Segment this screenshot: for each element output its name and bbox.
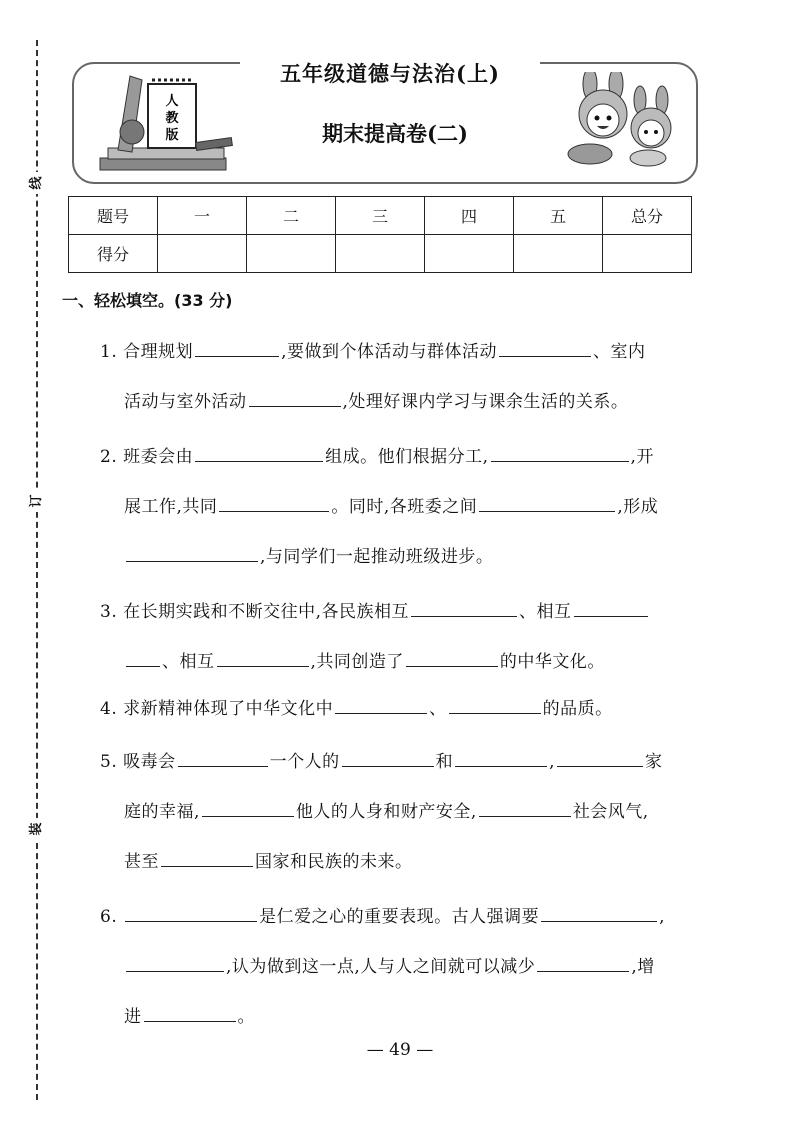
q5-number: 5.: [100, 752, 118, 772]
answer-blank[interactable]: [126, 560, 258, 562]
q3-text: 、相互: [162, 652, 215, 672]
q1-number: 1.: [100, 342, 118, 362]
q5-text: 吸毒会: [123, 752, 176, 772]
score-table: [68, 196, 692, 273]
page-title: 五年级道德与法治(上): [240, 58, 540, 88]
q6-text: 。: [237, 1007, 255, 1027]
answer-blank[interactable]: [202, 815, 294, 817]
q1-line-1: [100, 337, 646, 362]
q5-text: 社会风气,: [572, 802, 649, 822]
q2-number: 2.: [100, 447, 118, 467]
q6-line-2: [124, 952, 655, 977]
q2-text: 。同时,各班委之间: [331, 497, 478, 517]
binding-mark-zhuang: 装: [26, 818, 48, 840]
q3-number: 3.: [100, 602, 118, 622]
answer-blank[interactable]: [411, 615, 517, 617]
score-input-cell[interactable]: [514, 235, 603, 273]
answer-blank[interactable]: [195, 460, 323, 462]
answer-blank[interactable]: [144, 1020, 236, 1022]
q1-text: 、室内: [593, 342, 646, 362]
q5-text: 和: [435, 752, 454, 772]
q1-line-2: [124, 387, 628, 412]
q5-line-2: [124, 797, 649, 822]
q5-line-3: [124, 847, 413, 872]
q4-text: 的品质。: [542, 699, 613, 719]
q4-line-1: [100, 694, 613, 719]
q3-line-2: [124, 647, 605, 672]
score-header-cell: 总分: [603, 197, 692, 235]
answer-blank[interactable]: [125, 920, 257, 922]
badge-char-3: 版: [165, 128, 179, 143]
q2-text: ,形成: [617, 497, 659, 517]
q4-number: 4.: [100, 699, 118, 719]
answer-blank[interactable]: [557, 765, 643, 767]
q2-text: ,开: [630, 447, 654, 467]
answer-blank[interactable]: [541, 920, 657, 922]
binding-mark-xian: 线: [26, 172, 48, 194]
q5-text: 他人的人身和财产安全,: [295, 802, 477, 822]
q1-text: ,处理好课内学习与课余生活的关系。: [342, 392, 629, 412]
q6-text: ,: [659, 907, 666, 927]
q1-text: ,要做到个体活动与群体活动: [281, 342, 498, 362]
q6-text: 是仁爱之心的重要表现。古人强调要: [259, 907, 540, 927]
binding-mark-ding: 订: [26, 490, 48, 512]
answer-blank[interactable]: [342, 765, 434, 767]
answer-blank[interactable]: [335, 712, 427, 714]
answer-blank[interactable]: [449, 712, 541, 714]
q4-text: 、: [429, 699, 447, 719]
q5-text: ,: [549, 752, 556, 772]
answer-blank[interactable]: [491, 460, 629, 462]
answer-blank[interactable]: [574, 615, 648, 617]
answer-blank[interactable]: [479, 510, 615, 512]
q3-text: 、相互: [519, 602, 572, 622]
q2-line-1: [100, 442, 654, 467]
score-header-cell: 题号: [69, 197, 158, 235]
score-input-cell[interactable]: [603, 235, 692, 273]
answer-blank[interactable]: [178, 765, 268, 767]
q5-line-1: [100, 747, 663, 772]
q1-text: 活动与室外活动: [124, 392, 247, 412]
score-header-cell: 五: [514, 197, 603, 235]
answer-blank[interactable]: [499, 355, 591, 357]
score-input-cell[interactable]: [158, 235, 247, 273]
q2-line-2: [124, 492, 658, 517]
q3-text: 在长期实践和不断交往中,各民族相互: [123, 602, 410, 622]
answer-blank[interactable]: [406, 665, 498, 667]
q3-text: 的中华文化。: [499, 652, 605, 672]
answer-blank[interactable]: [249, 405, 341, 407]
q2-line-3: [124, 542, 493, 567]
q6-line-3: [124, 1002, 255, 1027]
score-header-cell: 四: [425, 197, 514, 235]
q6-text: ,增: [631, 957, 655, 977]
q2-text: 展工作,共同: [124, 497, 218, 517]
score-header-cell: 三: [336, 197, 425, 235]
q5-text: 庭的幸福,: [124, 802, 200, 822]
score-table-header-row: [69, 197, 692, 235]
q2-text: 班委会由: [123, 447, 194, 467]
score-input-cell[interactable]: [336, 235, 425, 273]
q2-text: ,与同学们一起推动班级进步。: [260, 547, 494, 567]
q5-text: 国家和民族的未来。: [255, 852, 413, 872]
binding-margin: [0, 0, 70, 1132]
answer-blank[interactable]: [161, 865, 253, 867]
q5-text: 一个人的: [269, 752, 340, 772]
q2-text: 组成。他们根据分工,: [325, 447, 489, 467]
page-subtitle: 期末提高卷(二): [322, 121, 468, 146]
score-input-cell[interactable]: [425, 235, 514, 273]
q5-text: 家: [645, 752, 663, 772]
q3-line-1: [100, 597, 650, 622]
badge-char-1: 人: [165, 94, 179, 109]
section-heading: 一、轻松填空。(33 分): [62, 291, 233, 310]
answer-blank[interactable]: [455, 765, 547, 767]
q6-line-1: [100, 902, 665, 927]
score-row-label: 得分: [69, 235, 158, 273]
score-header-cell: 二: [247, 197, 336, 235]
q6-text: ,认为做到这一点,人与人之间就可以减少: [226, 957, 536, 977]
score-header-cell: 一: [158, 197, 247, 235]
q6-number: 6.: [100, 907, 118, 927]
page-number: — 49 —: [366, 1040, 434, 1060]
answer-blank[interactable]: [537, 970, 629, 972]
answer-blank[interactable]: [219, 510, 329, 512]
score-table-score-row: [69, 235, 692, 273]
binding-dashed-line: [36, 40, 38, 1100]
q1-text: 合理规划: [123, 342, 194, 362]
q6-text: 进: [124, 1007, 142, 1027]
badge-char-2: 教: [165, 111, 179, 126]
q3-text: ,共同创造了: [310, 652, 404, 672]
cartoon-kids-illustration: [560, 72, 690, 172]
answer-blank[interactable]: [126, 665, 160, 667]
answer-blank[interactable]: [479, 815, 571, 817]
score-input-cell[interactable]: [247, 235, 336, 273]
answer-blank[interactable]: [126, 970, 224, 972]
books-illustration: [96, 70, 246, 175]
q4-text: 求新精神体现了中华文化中: [123, 699, 334, 719]
answer-blank[interactable]: [217, 665, 309, 667]
answer-blank[interactable]: [195, 355, 279, 357]
q5-text: 甚至: [124, 852, 159, 872]
